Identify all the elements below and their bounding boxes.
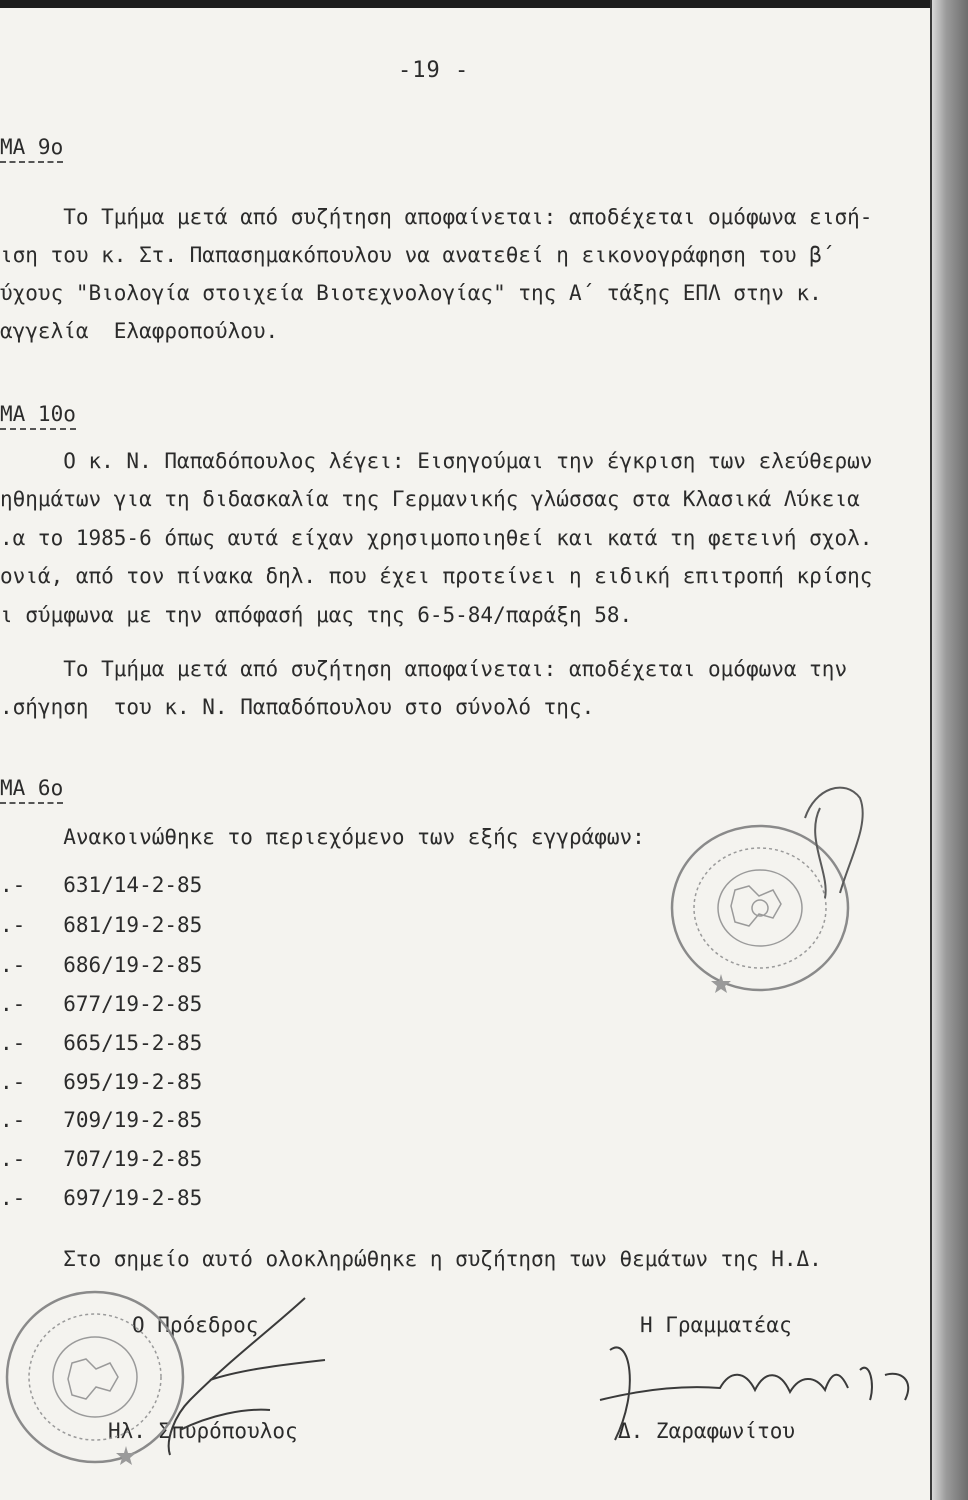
text-line: Το Τμήμα μετά από συζήτηση αποφαίνεται: αποδέχεται ομόφωνα εισή- <box>0 205 873 229</box>
text-line: Το Τμήμα μετά από συζήτηση αποφαίνεται: αποδέχεται ομόφωνα την <box>0 657 848 681</box>
text-line: ηθημάτων για τη διδασκαλία της Γερμανικής γλώσσας στα Κλασικά Λύκεια <box>0 487 860 511</box>
secretary-signature <box>570 1330 930 1450</box>
text-line: Ανακοινώθηκε το περιεχόμενο των εξής εγγράφων: <box>0 825 645 849</box>
text-line: .σήγηση του κ. Ν. Παπαδόπουλου στο σύνολό της. <box>0 695 595 719</box>
section-heading-text: ΜΑ 9ο <box>0 135 63 163</box>
chair-name: Ηλ. Σπυρόπουλος <box>108 1419 298 1443</box>
section-heading-10 <box>0 402 76 426</box>
text-line: Ο κ. Ν. Παπαδόπουλος λέγει: Εισηγούμαι την έγκριση των ελεύθερων <box>0 449 873 473</box>
section-heading-9 <box>0 135 63 159</box>
section-heading-text: ΜΑ 10ο <box>0 402 76 430</box>
text-line: ύχους "Βιολογία στοιχεία Βιοτεχνολογίας" της Α΄ τάξης ΕΠΛ στην κ. <box>0 281 822 305</box>
page-number: -19 - <box>398 58 470 83</box>
official-seal-stamp <box>655 778 875 1018</box>
chair-title: Ο Πρόεδρος <box>132 1313 259 1337</box>
text-line: ι σύμφωνα με την απόφασή μας της 6-5-84/παράξη 58. <box>0 603 633 627</box>
scan-right-edge <box>932 0 968 1500</box>
secretary-name: Δ. Ζαραφωνίτου <box>618 1419 796 1443</box>
text-line: ιση του κ. Στ. Παπασημακόπουλου να ανατεθεί η εικονογράφηση του β΄ <box>0 243 835 267</box>
document-item: .- 681/19-2-85 <box>0 913 203 937</box>
section-heading-text: ΜΑ 6ο <box>0 776 63 804</box>
document-item: .- 695/19-2-85 <box>0 1070 203 1094</box>
secretary-title: Η Γραμματέας <box>640 1313 792 1337</box>
document-item: .- 697/19-2-85 <box>0 1186 203 1210</box>
text-line: .α το 1985-6 όπως αυτά είχαν χρησιμοποιηθεί και κατά τη φετεινή σχολ. <box>0 526 873 550</box>
text-line: αγγελία Ελαφροπούλου. <box>0 319 279 343</box>
document-item: .- 665/15-2-85 <box>0 1031 203 1055</box>
document-item: .- 707/19-2-85 <box>0 1147 203 1171</box>
closing-line: Στο σημείο αυτό ολοκληρώθηκε η συζήτηση των θεμάτων της Η.Δ. <box>0 1247 822 1271</box>
document-item: .- 677/19-2-85 <box>0 992 203 1016</box>
section-heading-6 <box>0 776 63 800</box>
chair-signature <box>150 1290 340 1470</box>
document-item: .- 631/14-2-85 <box>0 873 203 897</box>
scan-top-edge <box>0 0 968 8</box>
text-line: ονιά, από τον πίνακα δηλ. που έχει προτείνει η ειδική επιτροπή κρίσης <box>0 564 873 588</box>
document-item: .- 686/19-2-85 <box>0 953 203 977</box>
document-item: .- 709/19-2-85 <box>0 1108 203 1132</box>
